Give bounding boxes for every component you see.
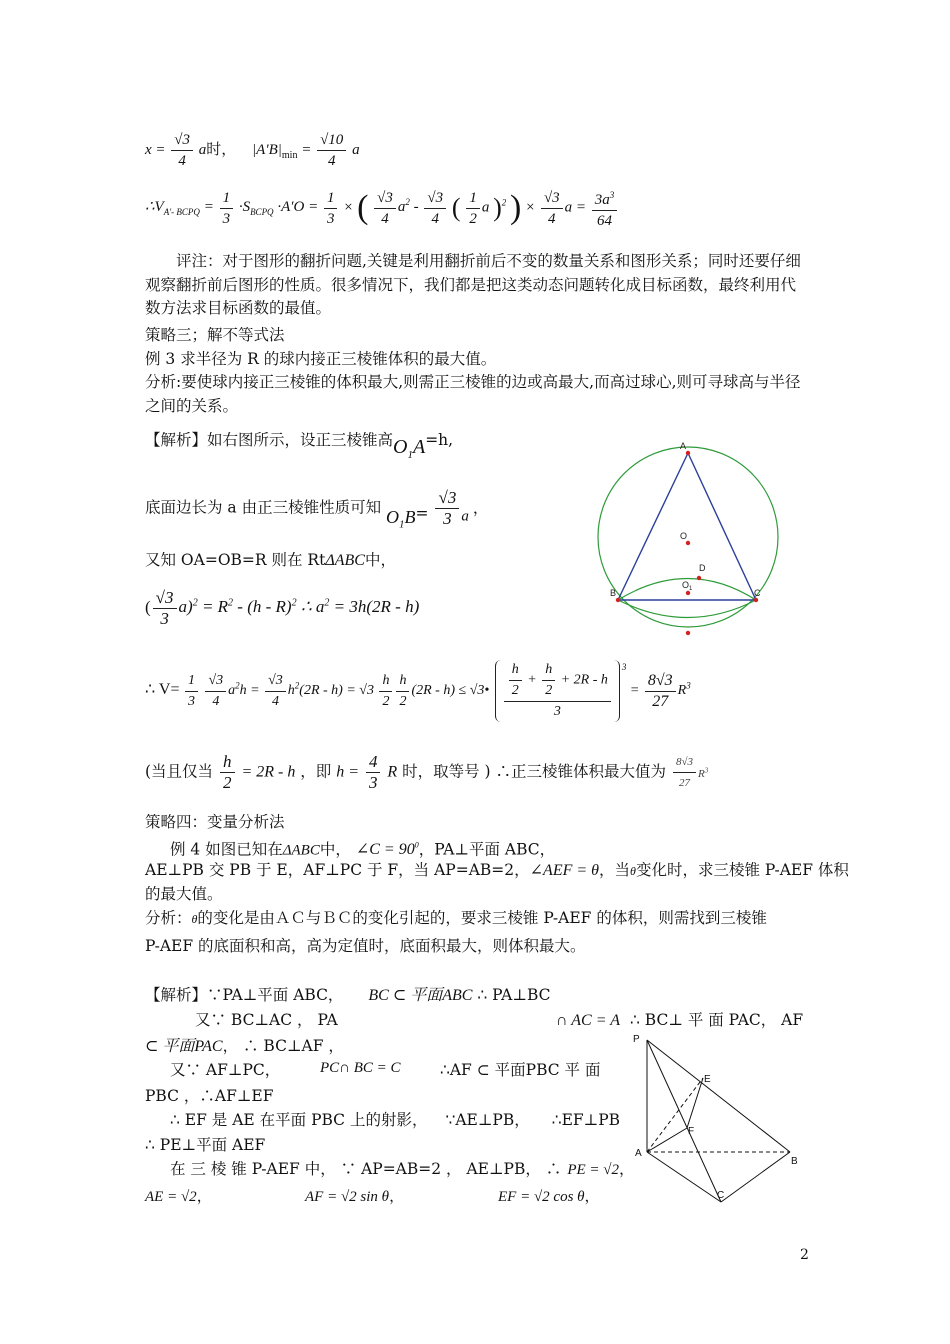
solution-4-line-2a: 又∵ BC⊥AC ， PA — [195, 1011, 338, 1029]
solution-4-line-4c: ∴AF ⊂ 平面PBC 平 面 — [440, 1061, 601, 1079]
strategy-4-heading: 策略四：变量分析法 — [145, 813, 285, 831]
solution-4-line-2c: ∴ BC⊥ 平 面 PAC， AF — [630, 1011, 804, 1029]
segment-ae — [647, 1078, 703, 1152]
example-4-line-1: 例 4 如图已知在ΔABC中， ∠C = $90^0$，PA⊥平面 ABC， — [170, 840, 556, 859]
example-4-line-2: AE⊥PB 交 PB 于 E，AF⊥PC 于 F，当 AP=AB=2，∠AEF = θ，当θ变化时，求三棱锥 P-AEF 体积 — [145, 861, 849, 879]
solution-4-ef: EF = √2 cos θ， — [498, 1189, 600, 1205]
example-4-line-3: 的最大值。 — [145, 885, 223, 903]
figure-sphere-pyramid — [590, 435, 795, 645]
point-c — [754, 598, 758, 602]
analysis-4-line-2: P-AEF 的底面积和高，高为定值时，底面积最大，则体积最大。 — [145, 937, 586, 955]
solution-4-line-3: ⊂ 平面PAC， ∴ BC⊥AF ， — [145, 1037, 344, 1055]
example-3: 例 3 求半径为 R 的球内接正三棱锥体积的最大值。 — [145, 350, 497, 368]
formula-volume-1: $\therefore V_{A'- BCPQ}$ = $\frac{1}{3}$ $\cdot S_{BCPQ} \cdot A'O$ = $\frac{1}{3}$ × ( $\frac{√3}{4}$ $a^2$ - $\frac{√3}{4}$ ( $\frac{1}{2}$ a )$^2$ ) × $\frac{√3}{4}$ a = $\frac{3a^3}{64}$ — [145, 185, 619, 231]
point-bottom — [686, 631, 690, 635]
edge-pc — [647, 1040, 721, 1202]
label-e: E — [704, 1074, 711, 1085]
label-b: B — [610, 588, 617, 598]
solution-4-ae: AE = √2， — [145, 1189, 212, 1205]
edge-ab — [618, 453, 688, 600]
solution-4-line-2b: ∩ AC = A — [556, 1012, 620, 1029]
label-d: D — [699, 563, 706, 573]
strategy-3-heading: 策略三；解不等式法 — [145, 326, 285, 344]
segment-af — [647, 1128, 687, 1152]
solution-4-line-5: PBC ，∴AF⊥EF — [145, 1087, 274, 1105]
point-a — [686, 451, 690, 455]
label-a: A — [635, 1148, 642, 1159]
page-number: 2 — [800, 1247, 809, 1263]
formula-xmin: x = $\frac{√3}{4}$ a时， $|A'B|_{min}$ = $\frac{√10}{4}$ a — [145, 132, 360, 169]
point-o — [686, 541, 690, 545]
solution-4-line-8: 在 三 棱 锥 P-AEF 中， ∵ AP=AB=2 ， AE⊥PB， ∴ PE = √2， — [170, 1160, 635, 1178]
formula-a-squared: ( $\frac{√3}{3}$ $a)^2 = R^2 - (h - R)^2$ ∴ $a^2 = 3h(2R - h)$ — [145, 588, 420, 628]
label-o1: $O_1$ — [682, 580, 693, 592]
label-c: C — [717, 1190, 725, 1201]
base-arc-lower — [618, 600, 756, 618]
label-b: B — [791, 1156, 798, 1167]
equality-condition: (当且仅当 $\frac{h}{2}$ = 2R - h ，即 h = $\frac{4}{3}$ R 时，取等号 ) ∴正三棱锥体积最大值为 $\frac{8√3}{27}$ $R^3$ — [145, 752, 709, 792]
label-a: A — [680, 441, 687, 451]
point-d — [697, 576, 701, 580]
label-p: P — [633, 1034, 640, 1045]
point-b — [616, 598, 620, 602]
analysis-4-line-1: 分析：θ的变化是由ＡＣ与ＢＣ的变化引起的，要求三棱锥 P-AEF 的体积，则需找到三棱锥 — [145, 909, 767, 927]
solution-4-line-1: 【解析】∵PA⊥平面 ABC， BC ⊂ 平面ABC ∴ PA⊥BC — [145, 986, 551, 1004]
edge-pb — [647, 1040, 790, 1152]
segment-ef — [687, 1078, 703, 1128]
comment-paragraph: 评注：对于图形的翻折问题,关键是利用翻折前后不变的数量关系和图形关系；同时还要仔细观察翻折前后图形的性质。很多情况下，我们都是把这类动态问题转化成目标函数，最终利用代数方法求目标函数的最值。 — [145, 252, 801, 317]
label-c: C — [754, 588, 761, 598]
formula-volume-inequality: ∴ V= $\frac{1}{3}$ $\frac{√3}{4}$ $a^2h$ = $\frac{√3}{4}$ $h^2(2R - h) = √3$ $\frac{h}{2}$ $\frac{h}{2}$ (2R - h) ≤ √3• $\frac{h}{2}$ + $\frac{h}{2}$ + 2R - h 3 $^3$ = $\frac{8√3}{27}$ $R^3$ — [145, 660, 691, 722]
solution-4-line-4a: 又∵ AF⊥PC， — [170, 1061, 281, 1079]
solution-3-line-2: 底面边长为 a 由正三棱锥性质可知 $O_1B=$ $\frac{√3}{3}$ a ， — [145, 488, 489, 531]
solution-4-line-4b: PC∩ BC = C — [320, 1060, 401, 1076]
edge-bc — [721, 1152, 790, 1202]
label-o: O — [680, 531, 688, 541]
solution-3-line-3: 又知 OA=OB=R 则在 RtΔABC中， — [145, 551, 396, 569]
solution-3-line-1: 【解析】如右图所示，设正三棱锥高$O_1A=h$, — [145, 431, 454, 461]
label-f: F — [688, 1126, 695, 1137]
figure-tetrahedron — [625, 1030, 810, 1210]
analysis-3: 分析:要使球内接正三棱锥的体积最大,则需正三棱锥的边或高最大,而高过球心,则可寻球高与半径之间的关系。 — [145, 373, 801, 415]
solution-4-line-7: ∴ PE⊥平面 AEF — [145, 1136, 266, 1154]
solution-4-line-6: ∴ EF 是 AE 在平面 PBC 上的射影， ∵AE⊥PB， ∴EF⊥PB — [170, 1111, 621, 1129]
solution-4-af: AF = √2 sin θ， — [305, 1189, 405, 1205]
